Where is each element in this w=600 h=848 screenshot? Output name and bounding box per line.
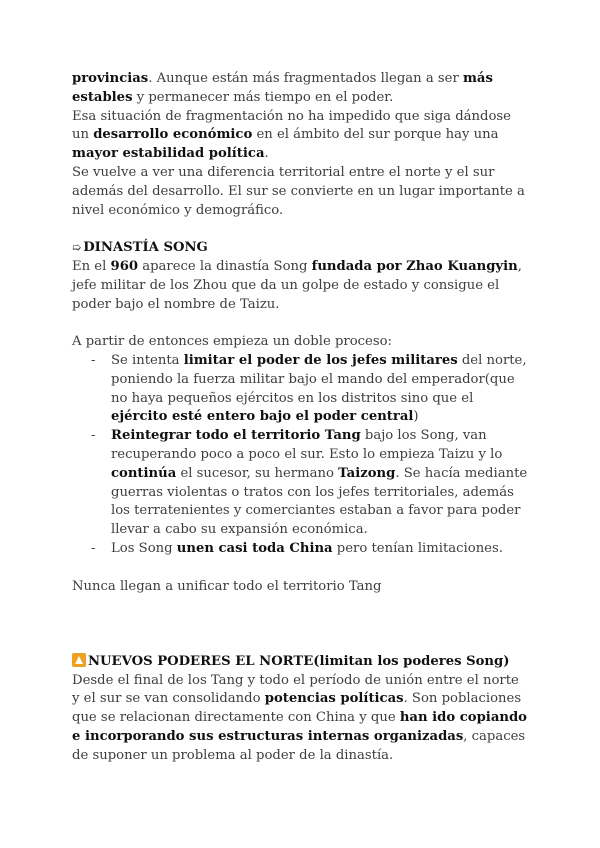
list-item [111,352,528,427]
paragraph-provincias [72,70,528,108]
section-heading-nuevos-poderes [72,653,528,672]
text: Se vuelve a ver una diferencia territorial entre el norte y el sur además del desarrollo. El sur se convierte en un lugar importante a nivel económico y demográfico. [72,164,525,218]
bold-text: desarrollo económico [93,127,253,143]
text: Los Song [111,540,177,556]
bold-text: fundada por Zhao Kuangyin [311,258,518,274]
paragraph-nunca-unifican [72,578,528,597]
document-page [72,70,528,765]
blank-line [72,559,528,578]
bold-text: provincias [72,71,149,86]
text: Nunca llegan a unificar todo el territorio Tang [72,578,382,594]
bold-text: limitar el poder de los jefes militares [183,352,458,368]
paragraph-960 [72,258,528,314]
heading-text: NUEVOS PODERES EL NORTE(limitan los poderes Song) [88,653,510,669]
text: A partir de entonces empieza un doble proceso: [72,334,392,350]
text: ) [413,409,419,425]
text: , jefe militar de los Zhou que da un golpe de estado y consigue el poder bajo el nombre de Taizu. [72,258,522,312]
paragraph-diferencia-territorial [72,164,528,220]
text: . Aunque están más fragmentados llegan a ser [148,71,463,86]
blank-line [72,615,528,634]
heading-text: DINASTÍA SONG [83,240,208,256]
bold-text: Taizong [338,465,396,481]
bold-text: Reintegrar todo el territorio Tang [111,428,361,444]
bold-text: mayor estabilidad política [72,146,265,162]
arrow-icon: ➯ [72,241,82,255]
text: . Son poblaciones que se relacionan directamente con China y que [72,691,522,726]
bold-text: unen casi toda China [176,540,333,556]
text: En el [72,258,111,274]
bold-text: continúa [111,465,177,481]
bold-text: potencias políticas [264,691,404,707]
text: y permanecer más tiempo en el poder. [132,89,394,105]
paragraph-potencias-politicas [72,672,528,766]
bold-text: han ido copiando e incorporando sus estructuras internas organizadas [72,710,527,744]
text: en el ámbito del sur porque hay una [252,127,499,143]
process-list [72,352,528,559]
blank-line [72,220,528,239]
text: . [264,146,269,162]
warning-icon [72,653,86,667]
section-heading-dinastia-song [72,239,528,258]
text: , capaces de suponer un problema al poder de la dinastía. [72,728,526,763]
text: el sucesor, su hermano [176,465,339,481]
text: aparece la dinastía Song [138,258,312,274]
list-item [111,540,528,559]
text: Desde el final de los Tang y todo el período de unión entre el norte y el sur se van consolidando [72,672,519,707]
text: Esa situación de fragmentación no ha impedido que siga dándose un [72,108,511,143]
text: . Se hacía mediante guerras violentas o tratos con los jefes territoriales, además los terratenientes y comerciantes estaban a favor para poder llevar a cabo su expansión económica. [111,465,528,538]
list-item [111,427,528,540]
paragraph-doble-proceso [72,333,528,352]
text: Se intenta [111,352,184,368]
blank-line [72,634,528,653]
text: bajo los Song, van recuperando poco a poco el sur. Esto lo empieza Taizu y lo [111,428,503,462]
paragraph-fragmentacion [72,108,528,164]
bold-text: 960 [110,258,139,274]
bold-text: ejército esté entero bajo el poder central [111,409,414,425]
blank-line [72,596,528,615]
blank-line [72,314,528,333]
text: pero tenían limitaciones. [332,540,503,556]
text: del norte, poniendo la fuerza militar bajo el mando del emperador(que no haya pequeños ejércitos en los distritos sino que el [111,352,527,406]
bold-text: más estables [72,71,493,105]
